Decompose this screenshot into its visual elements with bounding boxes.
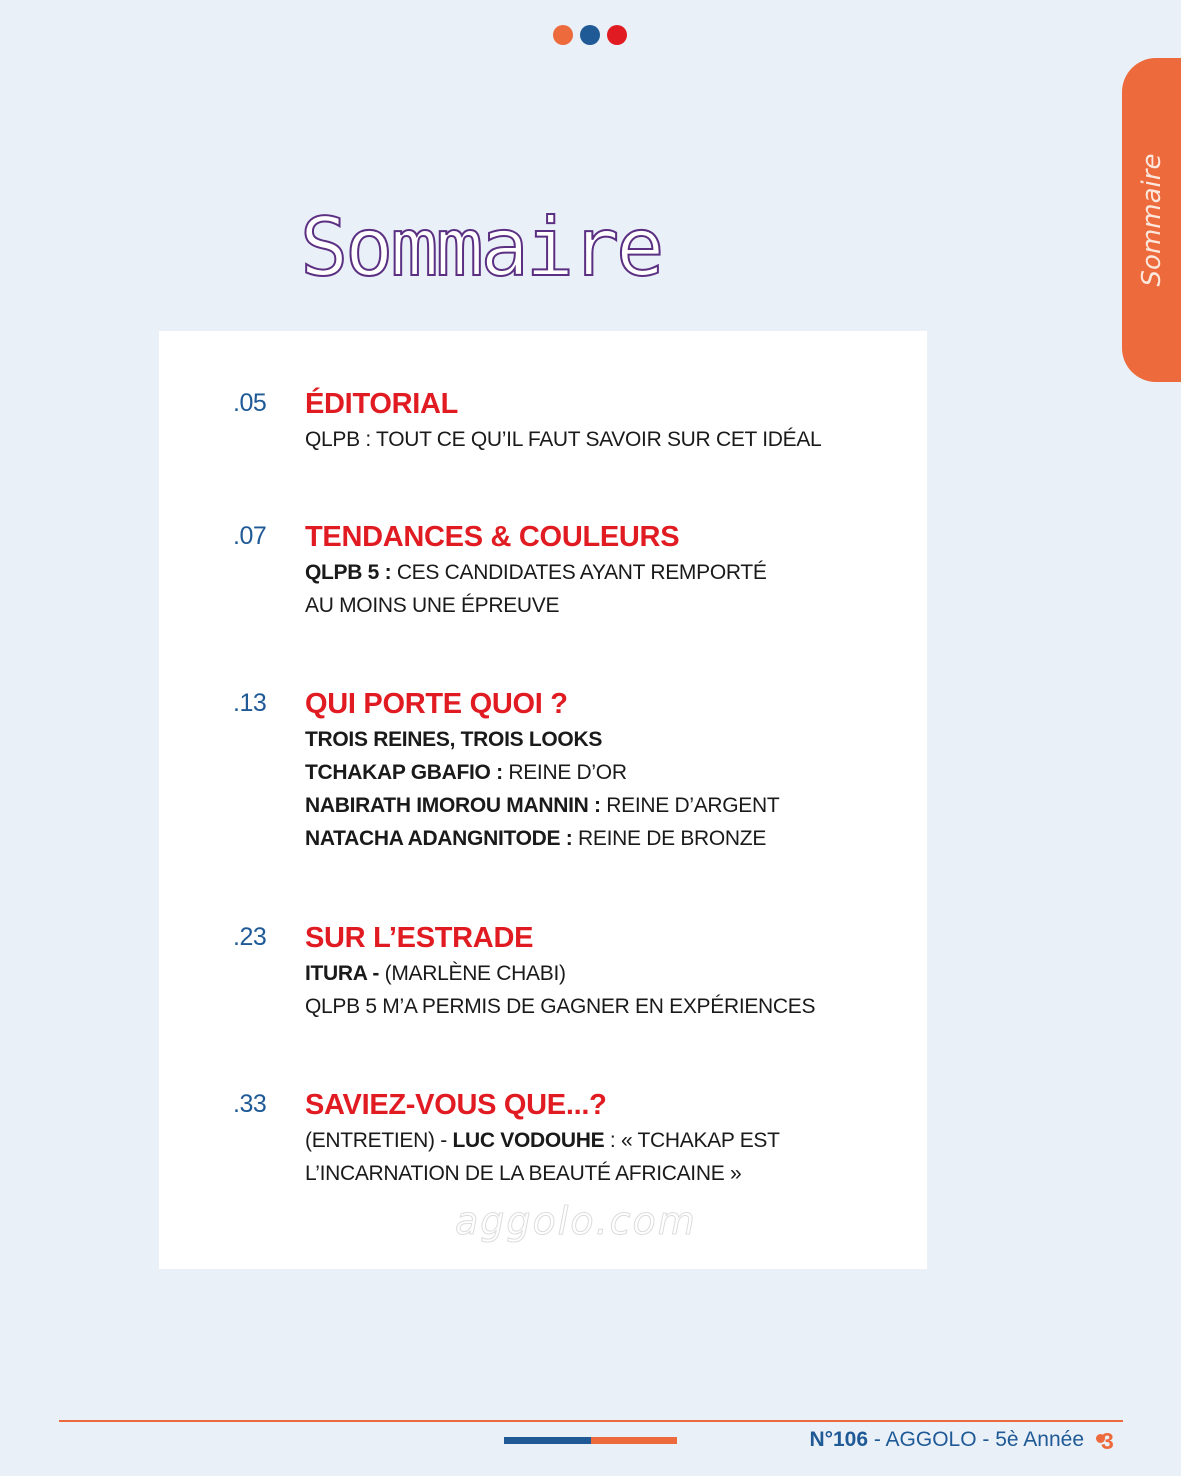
toc-heading: ÉDITORIAL xyxy=(305,388,459,420)
side-tab-label: Sommaire xyxy=(1136,153,1167,287)
footer-bar-orange xyxy=(591,1437,678,1444)
orange-dot xyxy=(553,25,573,45)
toc-line-text: (MARLÈNE CHABI) xyxy=(379,962,566,985)
toc-entry-body xyxy=(305,921,905,1023)
footer-page-number: 3 xyxy=(1101,1428,1114,1454)
toc-subtitle-line xyxy=(305,723,905,756)
toc-subtitle-line xyxy=(305,589,905,622)
footer-bar-blue xyxy=(504,1437,591,1444)
toc-page-number: .05 xyxy=(233,389,267,417)
toc-heading: SUR L’ESTRADE xyxy=(305,922,534,954)
side-tab xyxy=(1122,58,1181,382)
toc-subtitle-line xyxy=(305,756,905,789)
toc-line-text: : « TCHAKAP EST xyxy=(604,1129,780,1152)
watermark: aggolo.com xyxy=(455,1199,697,1243)
toc-subtitle-line xyxy=(305,1157,905,1190)
toc-subtitle-line xyxy=(305,990,905,1023)
toc-entry-body xyxy=(305,520,905,622)
toc-subtitle-line xyxy=(305,957,905,990)
blue-dot xyxy=(580,25,600,45)
toc-page-number: .33 xyxy=(233,1090,267,1118)
toc-subtitle-line xyxy=(305,423,905,456)
toc-subtitle-line xyxy=(305,1124,905,1157)
toc-subtitle-line xyxy=(305,822,905,855)
toc-entry-body xyxy=(305,1088,905,1190)
toc-line-bold: QLPB 5 : xyxy=(305,561,392,584)
toc-line-text: CES CANDIDATES AYANT REMPORTÉ xyxy=(391,561,767,584)
footer-rule xyxy=(59,1420,1123,1422)
page-title: Sommaire xyxy=(300,201,662,294)
toc-line-bold: NABIRATH IMOROU MANNIN : xyxy=(305,794,601,817)
toc-line-bold: ITURA - xyxy=(305,962,380,985)
header-dots xyxy=(553,25,627,45)
toc-page-number: .13 xyxy=(233,689,267,717)
toc-subtitle-line xyxy=(305,789,905,822)
toc-line-text: QLPB : TOUT CE QU’IL FAUT SAVOIR SUR CET IDÉAL xyxy=(305,428,822,451)
toc-heading: SAVIEZ-VOUS QUE...? xyxy=(305,1089,607,1121)
toc-line-prefix: (ENTRETIEN) - xyxy=(305,1129,453,1152)
red-dot xyxy=(607,25,627,45)
toc-line-bold: TCHAKAP GBAFIO : xyxy=(305,761,503,784)
toc-heading: QUI PORTE QUOI ? xyxy=(305,688,568,720)
toc-line-bold: NATACHA ADANGNITODE : xyxy=(305,827,573,850)
toc-heading: TENDANCES & COULEURS xyxy=(305,521,680,553)
footer-issue-number: N°106 xyxy=(809,1428,869,1451)
toc-card xyxy=(159,331,927,1269)
toc-line-text: REINE D’ARGENT xyxy=(600,794,780,817)
toc-line-text: QLPB 5 M’A PERMIS DE GAGNER EN EXPÉRIENCES xyxy=(305,995,816,1018)
toc-line-text: REINE DE BRONZE xyxy=(572,827,767,850)
toc-line-bold: TROIS REINES, TROIS LOOKS xyxy=(305,728,603,751)
toc-line-text: AU MOINS UNE ÉPREUVE xyxy=(305,594,560,617)
toc-line-bold: LUC VODOUHE xyxy=(452,1129,605,1152)
toc-subtitle-line xyxy=(305,556,905,589)
toc-page-number: .23 xyxy=(233,923,267,951)
toc-entry-body xyxy=(305,687,905,855)
toc-entry-body xyxy=(305,387,905,456)
footer-magazine-year: - AGGOLO - 5è Année xyxy=(868,1428,1084,1451)
toc-page-number: .07 xyxy=(233,522,267,550)
footer-issue-info xyxy=(809,1428,1115,1452)
footer-color-bar xyxy=(504,1437,677,1444)
toc-line-text: L’INCARNATION DE LA BEAUTÉ AFRICAINE » xyxy=(305,1162,742,1185)
toc-line-text: REINE D’OR xyxy=(502,761,627,784)
